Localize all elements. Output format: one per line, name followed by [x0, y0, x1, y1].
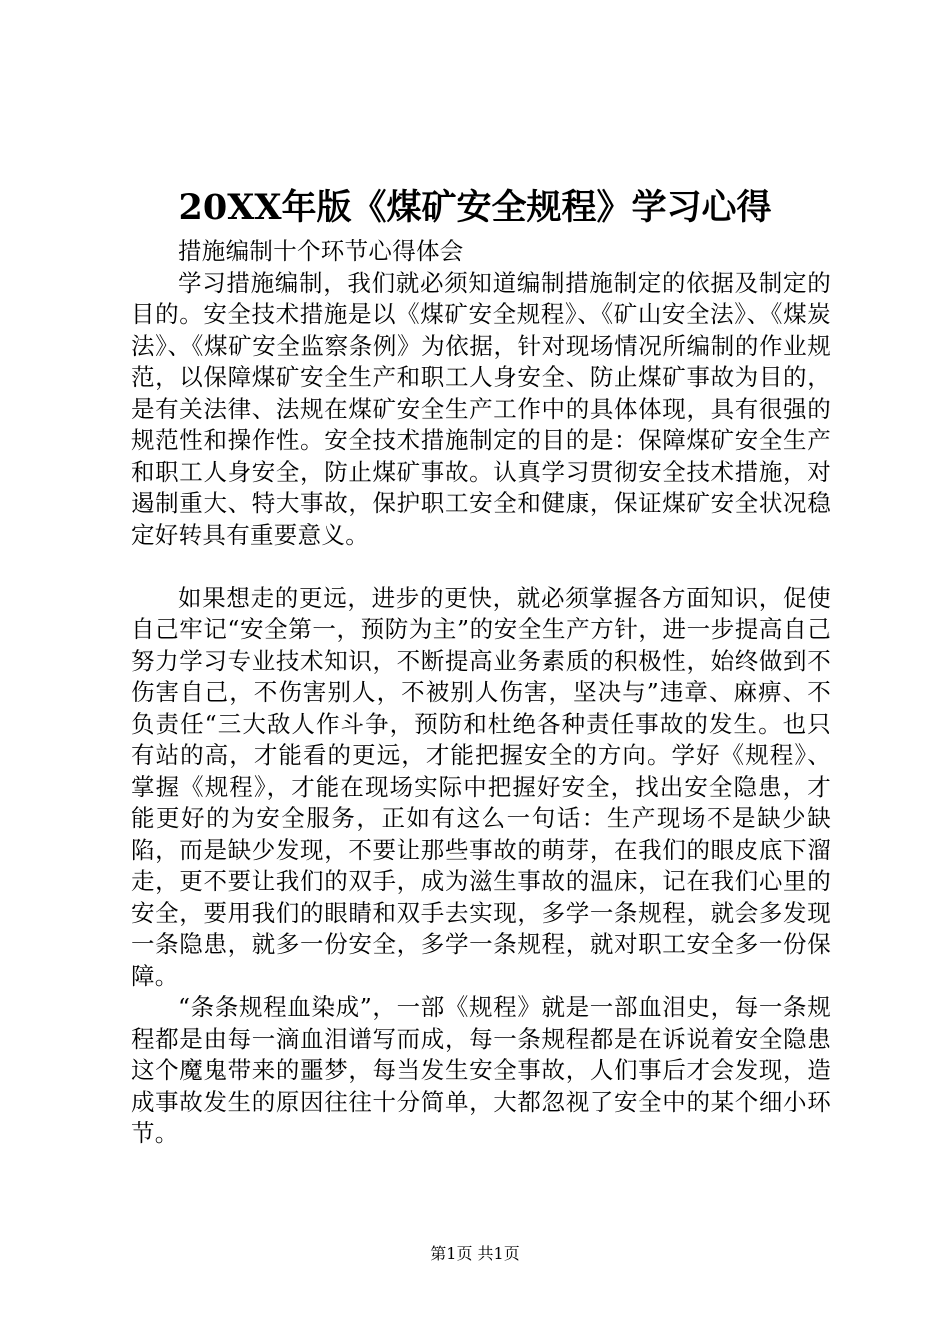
paragraph-blood-regulations: “条条规程血染成”，一部《规程》就是一部血泪史，每一条规程都是由每一滴血泪谱写而成，每一条规程都是在诉说着安全隐患这个魔鬼带来的噩梦，每当发生安全事故，人们事后才会发现，造成事故发生的原因往往十分简单，大都忽视了安全中的某个细小环节。 [131, 993, 831, 1147]
document-title: 20XX年版《煤矿安全规程》学习心得 [178, 187, 772, 228]
paragraph-knowledge: 如果想走的更远，进步的更快，就必须掌握各方面知识，促使自己牢记“安全第一，预防为主”的安全生产方针，进一步提高自己努力学习专业技术知识，不断提高业务素质的积极性，始终做到不伤害自己，不伤害别人，不被别人伤害，坚决与”违章、麻痹、不负责任“三大敌人作斗争，预防和杜绝各种责任事故的发生。也只有站的高，才能看的更远，才能把握安全的方向。学好《规程》、掌握《规程》，才能在现场实际中把握好安全，找出安全隐患，才能更好的为安全服务，正如有这么一句话：生产现场不是缺少缺陷，而是缺少发现，不要让那些事故的萌芽，在我们的眼皮底下溜走，更不要让我们的双手，成为滋生事故的温床，记在我们心里的安全，要用我们的眼睛和双手去实现，多学一条规程，就会多发现一条隐患，就多一份安全，多学一条规程，就对职工安全多一份保障。 [131, 583, 831, 990]
paragraph-measures: 学习措施编制，我们就必须知道编制措施制定的依据及制定的目的。安全技术措施是以《煤矿安全规程》、《矿山安全法》、《煤炭法》、《煤矿安全监察条例》为依据，针对现场情况所编制的作业规范，以保障煤矿安全生产和职工人身安全、防止煤矿事故为目的，是有关法律、法规在煤矿安全生产工作中的具体体现，具有很强的规范性和操作性。安全技术措施制定的目的是：保障煤矿安全生产和职工人身安全，防止煤矿事故。认真学习贯彻安全技术措施，对遏制重大、特大事故，保护职工安全和健康，保证煤矿安全状况稳定好转具有重要意义。 [131, 268, 831, 549]
document-body [131, 236, 831, 1150]
paragraph-subtitle: 措施编制十个环节心得体会 [178, 237, 464, 265]
page-footer: 第1页 共1页 [430, 1244, 520, 1263]
